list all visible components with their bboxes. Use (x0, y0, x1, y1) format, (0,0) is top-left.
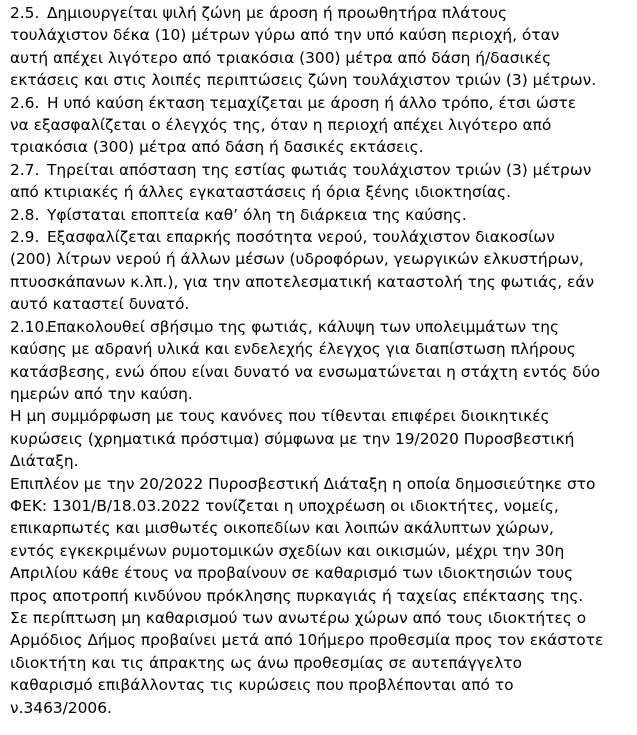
paragraph-text-line: επικαρπωτές και μισθωτές οικοπεδίων και λοιπών ακάλυπτων χώρων, (10, 519, 554, 538)
clause-text-line: αυτό καταστεί δυνατό. (10, 295, 190, 314)
paragraph-text-line: ΦΕΚ: 1301/Β/18.03.2022 τονίζεται η υποχρέωση οι ιδιοκτήτες, νομείς, (10, 496, 559, 515)
clause-number: 2.8. (10, 205, 40, 224)
clause-text-line: τριακόσια (300) μέτρα από δάση ή δασικές εκτάσεις. (10, 138, 424, 157)
clause-text-line: ημερών από την καύση. (10, 384, 193, 403)
clause-number: 2.6. (10, 93, 40, 112)
clause-text-line: από κτιριακές ή άλλες εγκαταστάσεις ή όρια ξένης ιδιοκτησίας. (10, 183, 512, 202)
clause-text-line: Επακολουθεί σβήσιμο της φωτιάς, κάλυψη των υπολειμμάτων της (47, 317, 560, 336)
clause-text-line: (200) λίτρων νερού ή άλλων μέσων (υδροφόρων, γεωργικών ελκυστήρων, (10, 250, 584, 269)
cleaning-obligation-paragraph (10, 473, 627, 719)
clause-number: 2.7. (10, 160, 40, 179)
clause-text-line: Δημιουργείται ψιλή ζώνη με άροση ή προωθητήρα πλάτους (47, 4, 507, 22)
clause-2-9 (10, 226, 627, 316)
clause-text-line: Η υπό καύση έκταση τεμαχίζεται με άροση ή άλλο τρόπο, έτσι ώστε (47, 93, 577, 112)
paragraph-text-line: καθαρισμό επιβάλλοντας τις κυρώσεις που προβλέπονται από το (10, 676, 514, 695)
clause-text-line: κατάσβεσης, ενώ όπου είναι δυνατό να ενσωματώνεται η στάχτη εντός δύο (10, 362, 601, 381)
penalties-paragraph (10, 405, 627, 472)
clause-text-line: Υφίσταται εποπτεία καθ’ όλη τη διάρκεια της καύσης. (47, 205, 467, 224)
paragraph-text-line: Διάταξη. (10, 452, 79, 471)
clause-number: 2.5. (10, 4, 40, 22)
paragraph-text-line: προς αποτροπή κινδύνου πρόκλησης πυρκαγιάς ή ταχείας επέκτασης της. (10, 586, 584, 605)
paragraph-text-line: Αρμόδιος Δήμος προβαίνει μετά από 10ήμερο προθεσμία προς τον εκάστοτε (10, 631, 604, 650)
paragraph-text-line: Απριλίου κάθε έτους να προβαίνουν σε καθαρισμό των ιδιοκτησιών τους (10, 564, 574, 583)
clause-2-6 (10, 92, 627, 159)
clause-text-line: να εξασφαλίζεται ο έλεγχός της, όταν η περιοχή απέχει λιγότερο από (10, 116, 552, 135)
clause-text-line: τουλάχιστον δέκα (10) μέτρων γύρω από την υπό καύση περιοχή, όταν (10, 26, 560, 45)
paragraph-text-line: ν.3463/2006. (10, 698, 112, 717)
clause-2-7 (10, 159, 627, 204)
clause-2-8 (10, 204, 627, 226)
clause-text-line: καύσης με αδρανή υλικά και ενδελεχής έλεγχος για διαπίστωση πλήρους (10, 340, 576, 359)
clause-text-line: Εξασφαλίζεται επαρκής ποσότητα νερού, τουλάχιστον διακοσίων (47, 228, 555, 247)
clause-text-line: αυτή απέχει λιγότερο από τριακόσια (300) μέτρα από δάση ή/δασικές (10, 48, 552, 67)
paragraph-text-line: Επιπλέον με την 20/2022 Πυροσβεστική Διάταξη η οποία δημοσιεύτηκε στο (10, 474, 596, 493)
clause-text-line: εκτάσεις και στις λοιπές περιπτώσεις ζώνη τουλάχιστον τριών (3) μέτρων. (10, 71, 597, 90)
paragraph-text-line: εντός εγκεκριμένων ρυμοτομικών σχεδίων και οικισμών, μέχρι την 30η (10, 541, 565, 560)
paragraph-text-line: Σε περίπτωση μη καθαρισμού των ανωτέρω χώρων από τους ιδιοκτήτες ο (10, 608, 587, 627)
clause-number: 2.10. (10, 317, 50, 336)
paragraph-text-line: ιδιοκτήτη και τις άπρακτης ως άνω προθεσμίας σε αυτεπάγγελτο (10, 653, 522, 672)
paragraph-text-line: Η μη συμμόρφωση με τους κανόνες που τίθενται επιφέρει διοικητικές (10, 407, 550, 426)
clause-number: 2.9. (10, 228, 40, 247)
clause-text-line: πτυοσκάπανων κ.λπ.), για την αποτελεσματική καταστολή της φωτιάς, εάν (10, 272, 595, 291)
clause-text-line: Τηρείται απόσταση της εστίας φωτιάς τουλάχιστον τριών (3) μέτρων (47, 160, 592, 179)
clause-2-5 (10, 2, 627, 92)
clause-2-10 (10, 316, 627, 406)
paragraph-text-line: κυρώσεις (χρηματικά πρόστιμα) σύμφωνα με την 19/2020 Πυροσβεστική (10, 429, 575, 448)
